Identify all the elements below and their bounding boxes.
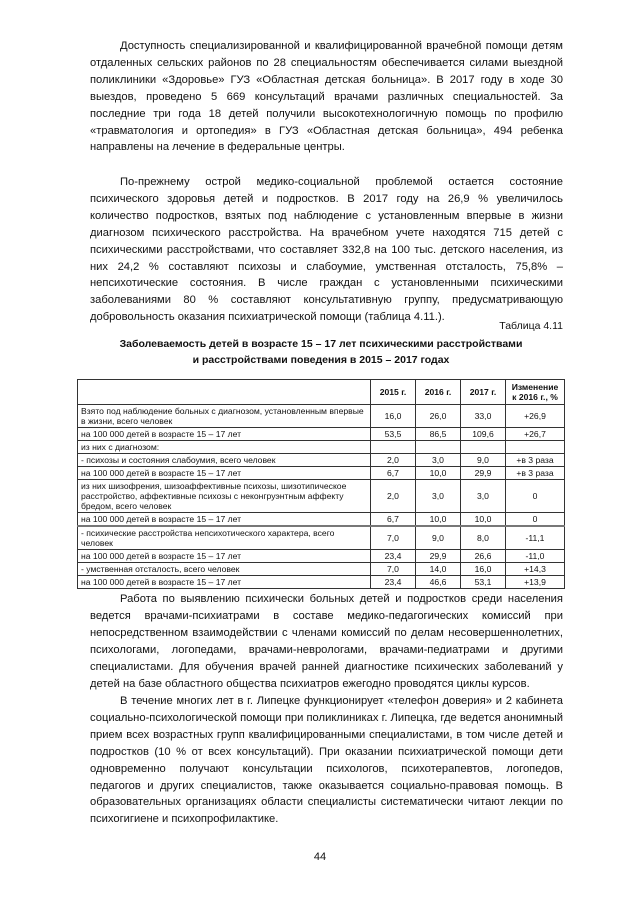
row-label: на 100 000 детей в возрасте 15 – 17 лет (78, 428, 371, 441)
cell-value (461, 441, 506, 454)
row-label: - психозы и состояния слабоумия, всего человек (78, 454, 371, 467)
cell-value (416, 441, 461, 454)
cell-value: 109,6 (461, 428, 506, 441)
column-header: 2015 г. (371, 380, 416, 405)
cell-value: 3,0 (416, 480, 461, 513)
cell-value: 6,7 (371, 513, 416, 527)
cell-value: -11,0 (506, 550, 565, 563)
cell-value: 23,4 (371, 576, 416, 589)
data-table (77, 379, 565, 589)
cell-value: 9,0 (461, 454, 506, 467)
row-label: на 100 000 детей в возрасте 15 – 17 лет (78, 550, 371, 563)
cell-value: 7,0 (371, 563, 416, 576)
column-header: 2017 г. (461, 380, 506, 405)
cell-value: 14,0 (416, 563, 461, 576)
table-row (78, 467, 565, 480)
paragraph: Работа по выявлению психически больных детей и подростков среди населения ведется врачами-психиатрами в составе медико-педагогических комиссий при непосредственном взаимодействии с членами комиссий по делам несовершеннолетних, психологами, логопедами, врачами-неврологами, врачами-педиатрами и другими специалистами. Для обучения врачей ранней диагностике психических заболеваний у детей на базе областного общества психиатров ежегодно проводятся циклы курсов. (90, 593, 563, 690)
cell-value: 53,5 (371, 428, 416, 441)
row-label: Взято под наблюдение больных с диагнозом, установленным впервые в жизни, всего человек (78, 405, 371, 428)
cell-value: 46,6 (416, 576, 461, 589)
column-header (78, 380, 371, 405)
cell-value: +14,3 (506, 563, 565, 576)
cell-value: 10,0 (416, 513, 461, 527)
table-row (78, 550, 565, 563)
cell-value: +13,9 (506, 576, 565, 589)
table-row (78, 480, 565, 513)
table-row (78, 563, 565, 576)
table-row (78, 405, 565, 428)
cell-value: 7,0 (371, 526, 416, 550)
cell-value: 33,0 (461, 405, 506, 428)
cell-value: 8,0 (461, 526, 506, 550)
cell-value: 2,0 (371, 454, 416, 467)
table-row (78, 428, 565, 441)
cell-value: 26,6 (461, 550, 506, 563)
cell-value: 0 (506, 513, 565, 527)
row-label: - умственная отсталость, всего человек (78, 563, 371, 576)
cell-value: +в 3 раза (506, 454, 565, 467)
cell-value: 0 (506, 480, 565, 513)
cell-value (506, 441, 565, 454)
paragraph: По-прежнему острой медико-социальной проблемой остается состояние психического здоровья детей и подростков. В 2017 году на 26,9 % увеличилось количество подростков, взятых под наблюдение с установленным впервые в жизни диагнозом психического расстройства. На врачебном учете находятся 715 детей с психическими расстройствами, что составляет 332,8 на 100 тыс. детского населения, из них 24,2 % составляют психозы и слабоумие, умственная отсталость, 75,8% – непсихотические состояния. В числе граждан с установленными психическими заболеваниями 80 % составляют консультативную группу, предусматривающую добровольность оказания психиатрической помощи (таблица 4.11.). (90, 176, 563, 324)
cell-value: 26,0 (416, 405, 461, 428)
cell-value: 10,0 (461, 513, 506, 527)
cell-value: 3,0 (416, 454, 461, 467)
table-header-row (78, 380, 565, 405)
table-title-line: Заболеваемость детей в возрасте 15 – 17 лет психическими расстройствами (119, 338, 523, 350)
cell-value: 10,0 (416, 467, 461, 480)
table-caption: Таблица 4.11 (499, 320, 563, 332)
cell-value: 9,0 (416, 526, 461, 550)
cell-value: -11,1 (506, 526, 565, 550)
cell-value: +26,9 (506, 405, 565, 428)
table-title (77, 336, 565, 368)
cell-value: 3,0 (461, 480, 506, 513)
table-row (78, 526, 565, 550)
cell-value: 53,1 (461, 576, 506, 589)
cell-value: +в 3 раза (506, 467, 565, 480)
row-label: - психические расстройства непсихотического характера, всего человек (78, 526, 371, 550)
cell-value: 16,0 (371, 405, 416, 428)
cell-value: 29,9 (416, 550, 461, 563)
row-label: на 100 000 детей в возрасте 15 – 17 лет (78, 513, 371, 527)
column-header: Изменение к 2016 г., % (506, 380, 565, 405)
row-label: из них с диагнозом: (78, 441, 371, 454)
row-label: на 100 000 детей в возрасте 15 – 17 лет (78, 467, 371, 480)
table-row (78, 576, 565, 589)
cell-value: 23,4 (371, 550, 416, 563)
paragraph: В течение многих лет в г. Липецке функционирует «телефон доверия» и 2 кабинета социально-психологической помощи при поликлиниках г. Липецка, где ведется анонимный прием всех возрастных групп квалифицированными специалистами, в том числе детей и подростков (10 % от всех консультаций). При оказании психиатрической помощи дети одновременно получают консультации психологов, психотерапевтов, логопедов, педагогов и других специалистов, также оказывается социально-правовая помощь. В образовательных организациях области специалисты систематически читают лекции по психогигиене и психопрофилактике. (90, 695, 563, 826)
cell-value (371, 441, 416, 454)
page-number: 44 (313, 851, 327, 863)
paragraph: Доступность специализированной и квалифицированной врачебной помощи детям отдаленных сельских районов по 28 специальностям обеспечивается силами выездной поликлиники «Здоровье» ГУЗ «Областная детская больница». В 2017 году в ходе 30 выездов, проведено 5 669 консультаций врачами различных специальностей. За последние три года 18 детей получили высокотехнологичную помощь по профилю «травматология и ортопедия» в ГУЗ «Областная детская больница», 494 ребенка направлены на лечение в федеральные центры. (90, 40, 563, 154)
table-row (78, 454, 565, 467)
table-row (78, 513, 565, 527)
table-row (78, 441, 565, 454)
row-label: из них шизофрения, шизоаффективные психозы, шизотипическое расстройство, аффективные психозы с неконгруэнтным аффекту бредом, всего человек (78, 480, 371, 513)
cell-value: 6,7 (371, 467, 416, 480)
cell-value: 29,9 (461, 467, 506, 480)
cell-value: 2,0 (371, 480, 416, 513)
cell-value: 86,5 (416, 428, 461, 441)
cell-value: +26,7 (506, 428, 565, 441)
row-label: на 100 000 детей в возрасте 15 – 17 лет (78, 576, 371, 589)
column-header: 2016 г. (416, 380, 461, 405)
table-title-line: и расстройствами поведения в 2015 – 2017 годах (192, 354, 450, 366)
cell-value: 16,0 (461, 563, 506, 576)
